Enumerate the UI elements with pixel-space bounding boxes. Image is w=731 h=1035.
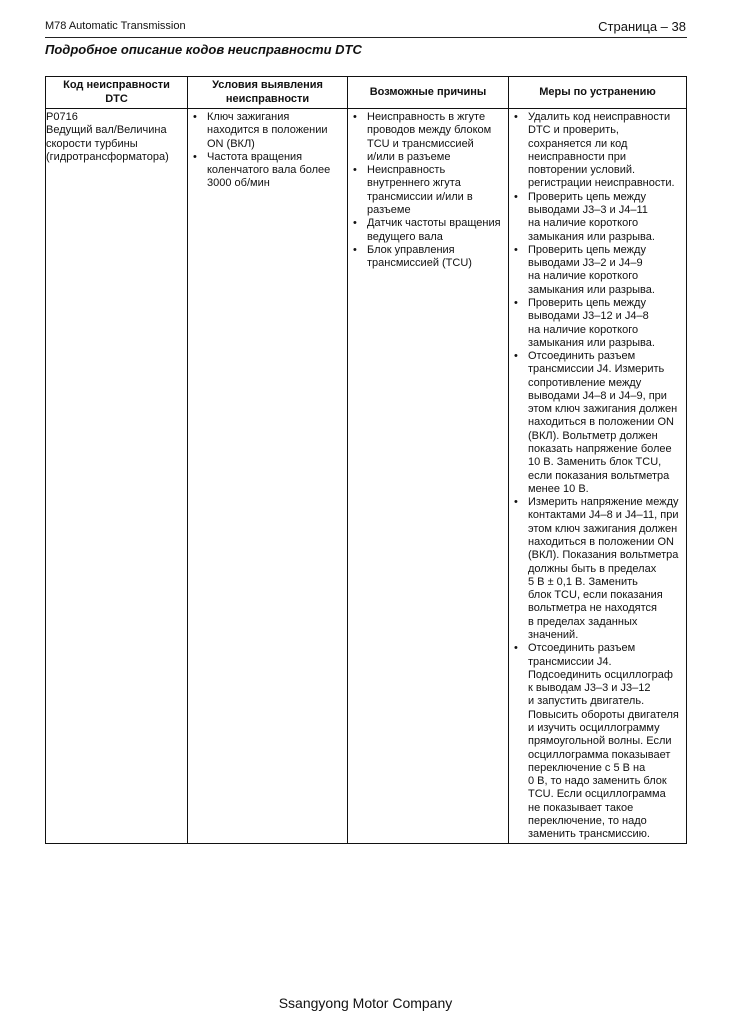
section-title: Подробное описание кодов неисправности DTC bbox=[45, 42, 362, 57]
condition-item: • Частота вращения коленчатого вала более 3000 об/мин bbox=[188, 151, 344, 191]
column-header-dtc-code: Код неисправности DTC bbox=[46, 77, 188, 109]
conditions-cell bbox=[188, 109, 348, 844]
action-item: • Проверить цепь между выводами J3–12 и J4–8 на наличие короткого замыкания или разрыва. bbox=[509, 297, 683, 350]
cause-item: • Датчик частоты вращения ведущего вала bbox=[348, 217, 505, 244]
dtc-description: Ведущий вал/Величина скорости турбины (гидротрансформатора) bbox=[46, 124, 169, 163]
condition-item: • Ключ зажигания находится в положении ON (ВКЛ) bbox=[188, 111, 344, 151]
dtc-code-cell bbox=[46, 109, 188, 844]
column-header-actions: Меры по устранению bbox=[509, 77, 687, 109]
actions-list bbox=[509, 111, 683, 841]
column-header-conditions: Условия выявления неисправности bbox=[188, 77, 348, 109]
actions-cell bbox=[509, 109, 687, 844]
dtc-code: P0716 bbox=[46, 111, 78, 123]
cause-item: • Неисправность в жгуте проводов между блоком TCU и трансмиссией и/или в разъеме bbox=[348, 111, 505, 164]
action-item: • Удалить код неисправности DTC и проверить, сохраняется ли код неисправности при повторении условий. регистрации неисправности. bbox=[509, 111, 683, 191]
action-item: • Проверить цепь между выводами J3–2 и J4–9 на наличие короткого замыкания или разрыва. bbox=[509, 244, 683, 297]
action-item: • Измерить напряжение между контактами J4–8 и J4–11, при этом ключ зажигания должен находиться в положении ON (ВКЛ). Показания вольтметра должны быть в пределах 5 В ± 0,1 В. Заменить блок TCU, если показания вольтметра не находятся в пределах заданных значений. bbox=[509, 496, 683, 642]
action-item: • Отсоединить разъем трансмиссии J4. Подсоединить осциллограф к выводам J3–3 и J3–12 и запустить двигатель. Повысить обороты двигателя и изучить осциллограмму прямоугольной волны. Если осциллограмма показывает переключение с 5 В на 0 В, то надо заменить блок TCU. Если осциллограмма не показывает такое переключение, то надо заменить трансмиссию. bbox=[509, 642, 683, 841]
column-header-causes: Возможные причины bbox=[348, 77, 509, 109]
table-header-row bbox=[46, 77, 687, 109]
dtc-table bbox=[45, 76, 687, 844]
header-doc-title: M78 Automatic Transmission bbox=[45, 20, 186, 32]
footer-company: Ssangyong Motor Company bbox=[278, 995, 453, 1011]
causes-cell bbox=[348, 109, 509, 844]
table-row bbox=[46, 109, 687, 844]
conditions-list bbox=[188, 111, 344, 191]
action-item: • Отсоединить разъем трансмиссии J4. Измерить сопротивление между выводами J4–8 и J4–9, при этом ключ зажигания должен находиться в положении ON (ВКЛ). Вольтметр должен показать напряжение более 10 В. Заменить блок TCU, если показания вольтметра менее 10 В. bbox=[509, 350, 683, 496]
page-number: Страница – 38 bbox=[598, 19, 686, 34]
action-item: • Проверить цепь между выводами J3–3 и J4–11 на наличие короткого замыкания или разрыва. bbox=[509, 191, 683, 244]
cause-item: • Блок управления трансмиссией (TCU) bbox=[348, 244, 505, 271]
header-rule bbox=[45, 37, 687, 38]
causes-list bbox=[348, 111, 505, 270]
cause-item: • Неисправность внутреннего жгута трансмиссии и/или в разъеме bbox=[348, 164, 505, 217]
